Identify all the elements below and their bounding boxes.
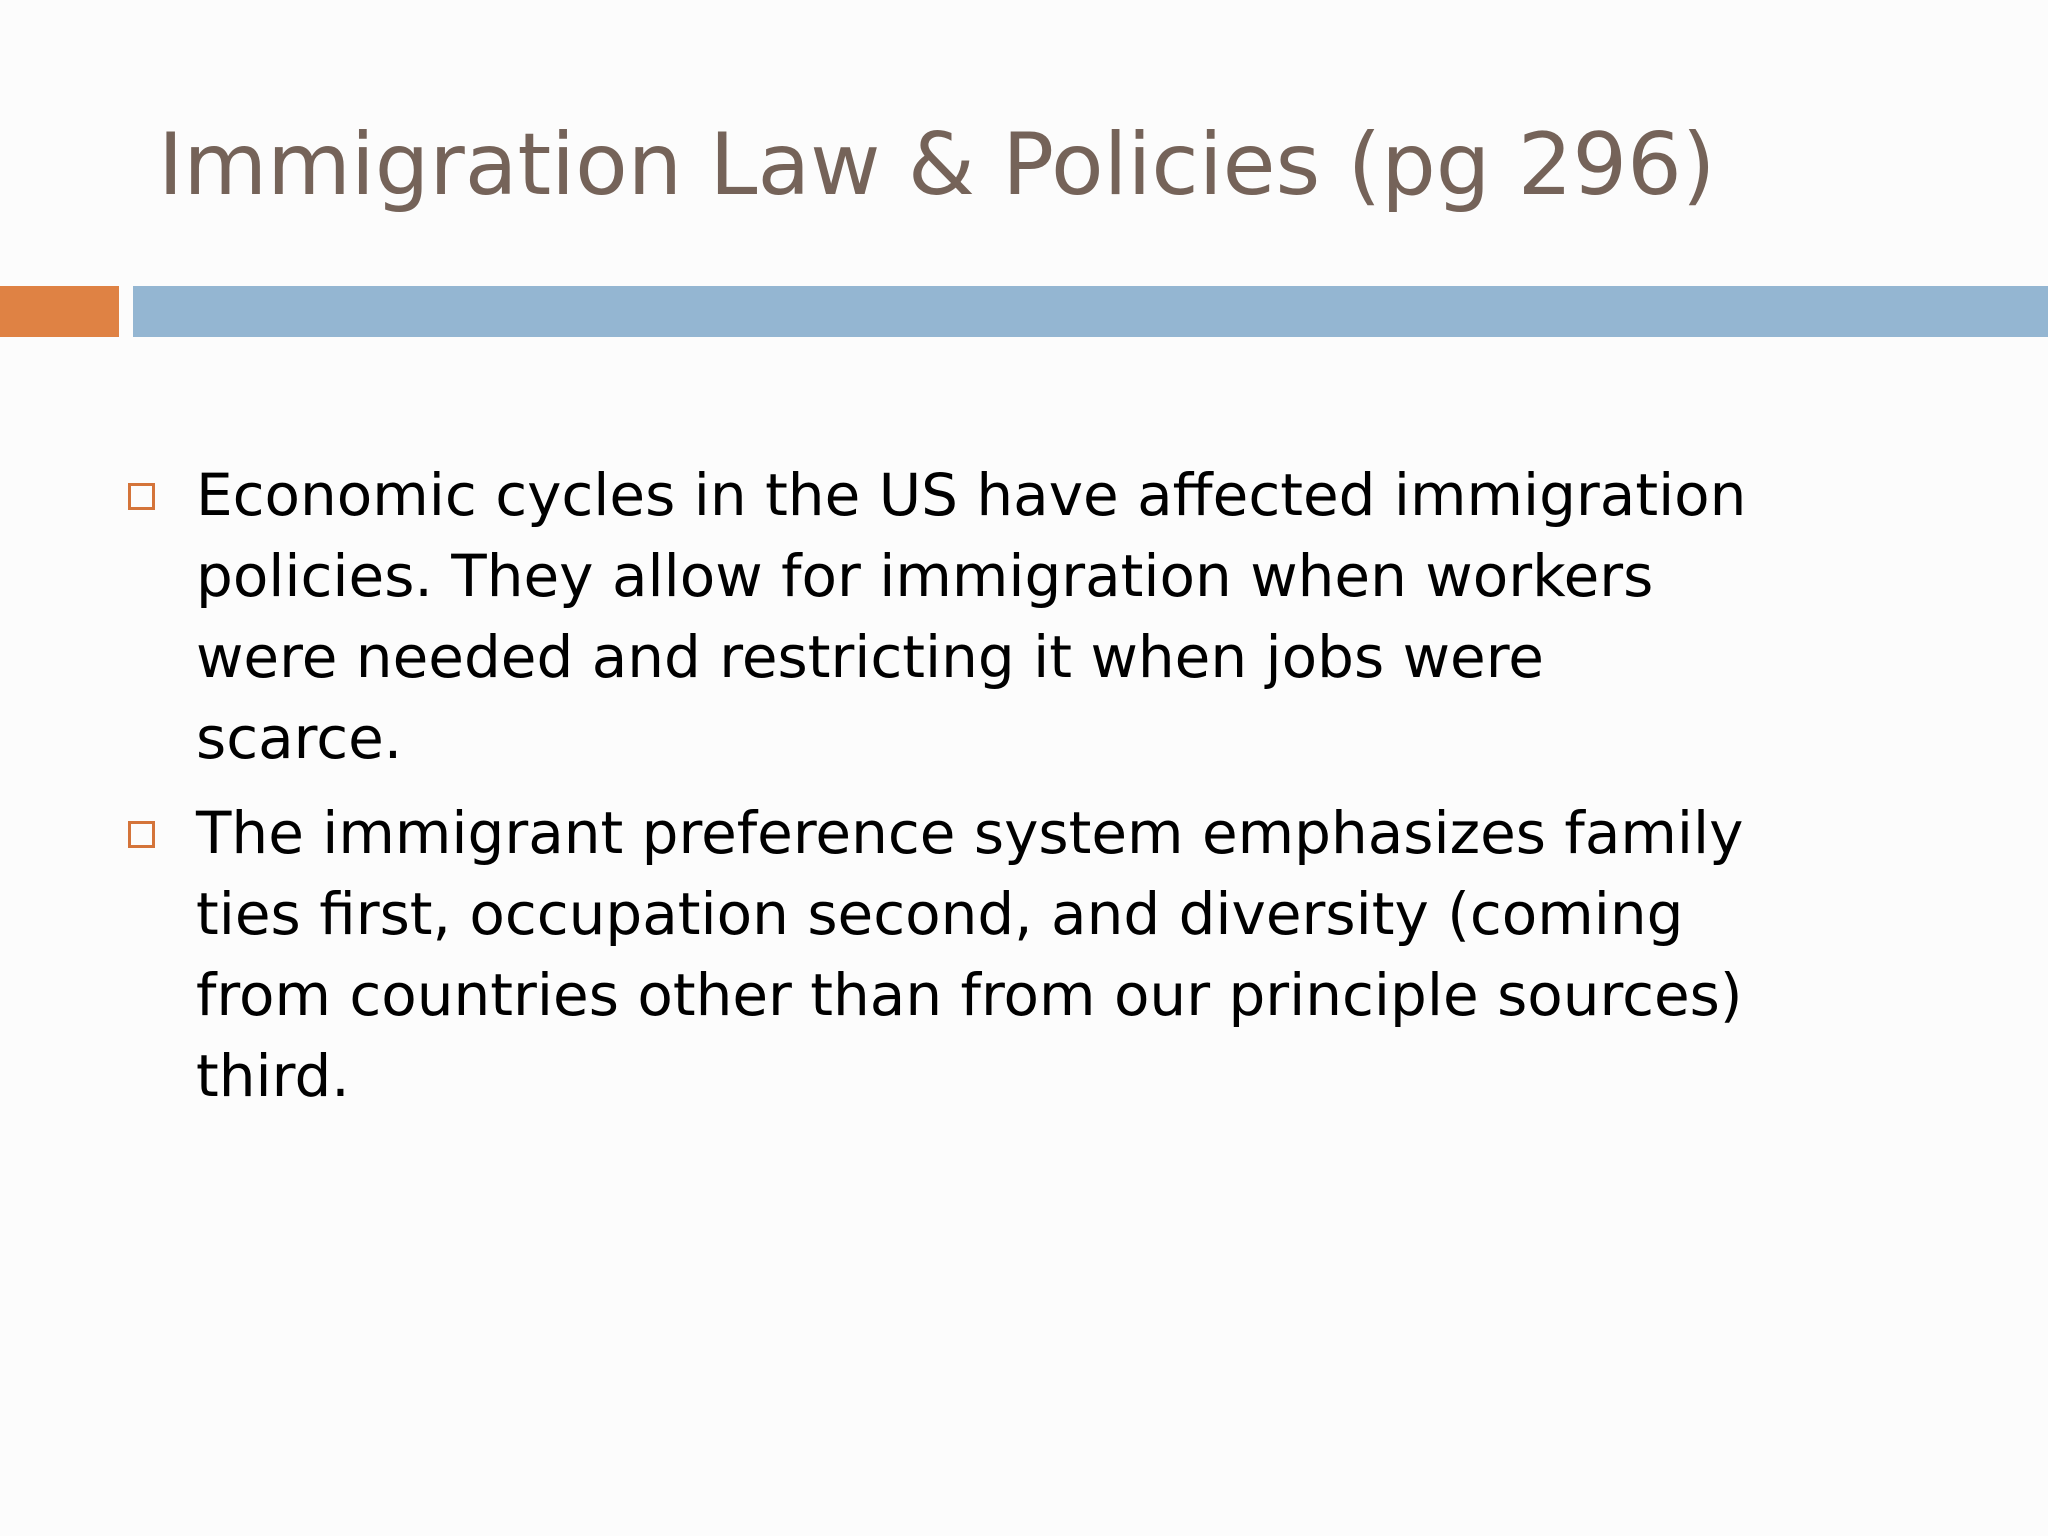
bullet-text-line: policies. They allow for immigration when workers — [196, 542, 1654, 610]
bullet-item — [124, 455, 1964, 779]
bullet-text-line: third. — [196, 1042, 350, 1110]
hollow-square-icon — [128, 483, 155, 510]
hollow-square-icon — [128, 821, 155, 848]
bullet-text-line: from countries other than from our principle sources) — [196, 961, 1743, 1029]
accent-bar-blue — [133, 286, 2048, 337]
bullet-list — [124, 455, 1964, 1131]
bullet-text-line: were needed and restricting it when jobs were — [196, 623, 1544, 691]
bullet-text-line: The immigrant preference system emphasizes family — [196, 799, 1744, 867]
slide-title: Immigration Law & Policies (pg 296) — [158, 115, 1716, 215]
bullet-item — [124, 793, 1964, 1117]
bullet-text-line: ties first, occupation second, and diversity (coming — [196, 880, 1684, 948]
bullet-text-line: Economic cycles in the US have affected immigration — [196, 461, 1747, 529]
bullet-text-line: scarce. — [196, 704, 403, 772]
accent-bar-orange — [0, 286, 119, 337]
